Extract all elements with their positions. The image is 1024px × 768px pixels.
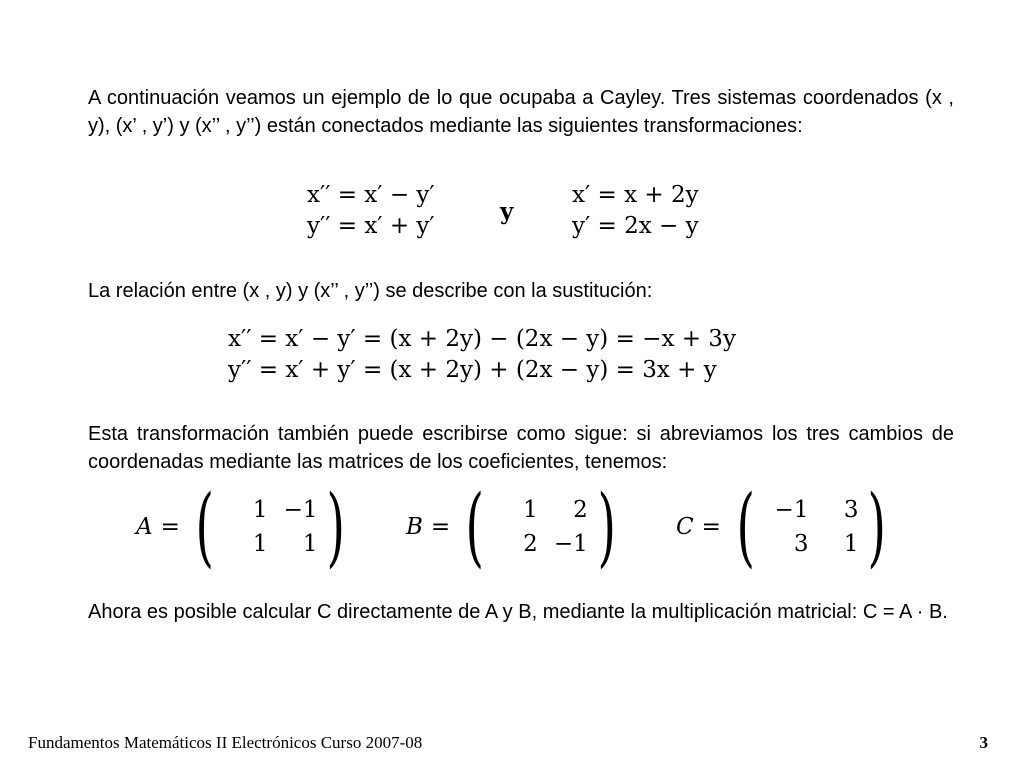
- matrix-c-name: C: [676, 514, 694, 540]
- matrix-a-cell: 1: [302, 531, 318, 557]
- matrix-b-cell: 1: [523, 497, 538, 523]
- right-paren: ): [597, 477, 616, 577]
- substitution-line-y: y′′ = x′ + y′ = (x + 2y) + (2x − y) = 3x + y: [228, 357, 717, 383]
- matrix-a: [136, 477, 353, 577]
- matrix-b-name: B: [406, 514, 423, 540]
- matrix-b-equals: =: [430, 514, 451, 540]
- intro-paragraph: A continuación veamos un ejemplo de lo que ocupaba a Cayley. Tres sistemas coordenados (x , y), (x’ , y’) y (x’’ , y’’) están conectados mediante las siguientes transformaciones:: [88, 87, 954, 137]
- matrix-a-name: A: [136, 514, 153, 540]
- left-paren: (: [195, 477, 214, 577]
- matrix-a-equals: =: [160, 514, 180, 540]
- equation-x-prime: x′ = x + 2y: [572, 182, 699, 208]
- matrix-c: [676, 477, 894, 577]
- matrix-b-cell: 2: [523, 531, 538, 557]
- equation-x-double-prime: x′′ = x′ − y′: [307, 182, 435, 208]
- conclusion-paragraph: Ahora es posible calcular C directamente de A y B, mediante la multiplicación matricial: C = A · B.: [88, 601, 948, 623]
- matrix-b-cell: 2: [573, 497, 588, 523]
- transformation-system-2: [572, 180, 699, 242]
- equation-y-prime: y′ = 2x − y: [572, 213, 699, 239]
- matrices-intro-paragraph: Esta transformación también puede escribirse como sigue: si abreviamos los tres cambios de coordenadas mediante las matrices de los coeficientes, tenemos:: [88, 423, 954, 473]
- matrix-a-cell: 1: [252, 497, 268, 523]
- left-paren: (: [736, 477, 755, 577]
- matrix-b-cell: −1: [553, 531, 588, 557]
- page-number: 3: [979, 733, 988, 752]
- equation-y-double-prime: y′′ = x′ + y′: [307, 213, 435, 239]
- matrix-b: [406, 477, 623, 577]
- relation-paragraph: La relación entre (x , y) y (x’’ , y’’) se describe con la sustitución:: [88, 280, 653, 302]
- matrix-a-cell: −1: [283, 497, 318, 523]
- matrix-c-cell: 1: [843, 531, 859, 557]
- left-paren: (: [465, 477, 485, 577]
- footer-course-title: Fundamentos Matemáticos II Electrónicos Curso 2007-08: [28, 733, 423, 752]
- matrix-c-equals: =: [701, 514, 721, 540]
- matrix-a-cell: 1: [252, 531, 268, 557]
- conjunction-y: y: [500, 198, 514, 225]
- transformation-system-1: [307, 180, 435, 242]
- substitution-line-x: x′′ = x′ − y′ = (x + 2y) − (2x − y) = −x + 3y: [228, 326, 736, 352]
- right-paren: ): [868, 477, 887, 577]
- right-paren: ): [327, 477, 346, 577]
- substitution-equations: [228, 324, 736, 386]
- matrix-c-cell: 3: [843, 497, 859, 523]
- matrix-c-cell: 3: [793, 531, 809, 557]
- matrix-c-cell: −1: [774, 497, 809, 523]
